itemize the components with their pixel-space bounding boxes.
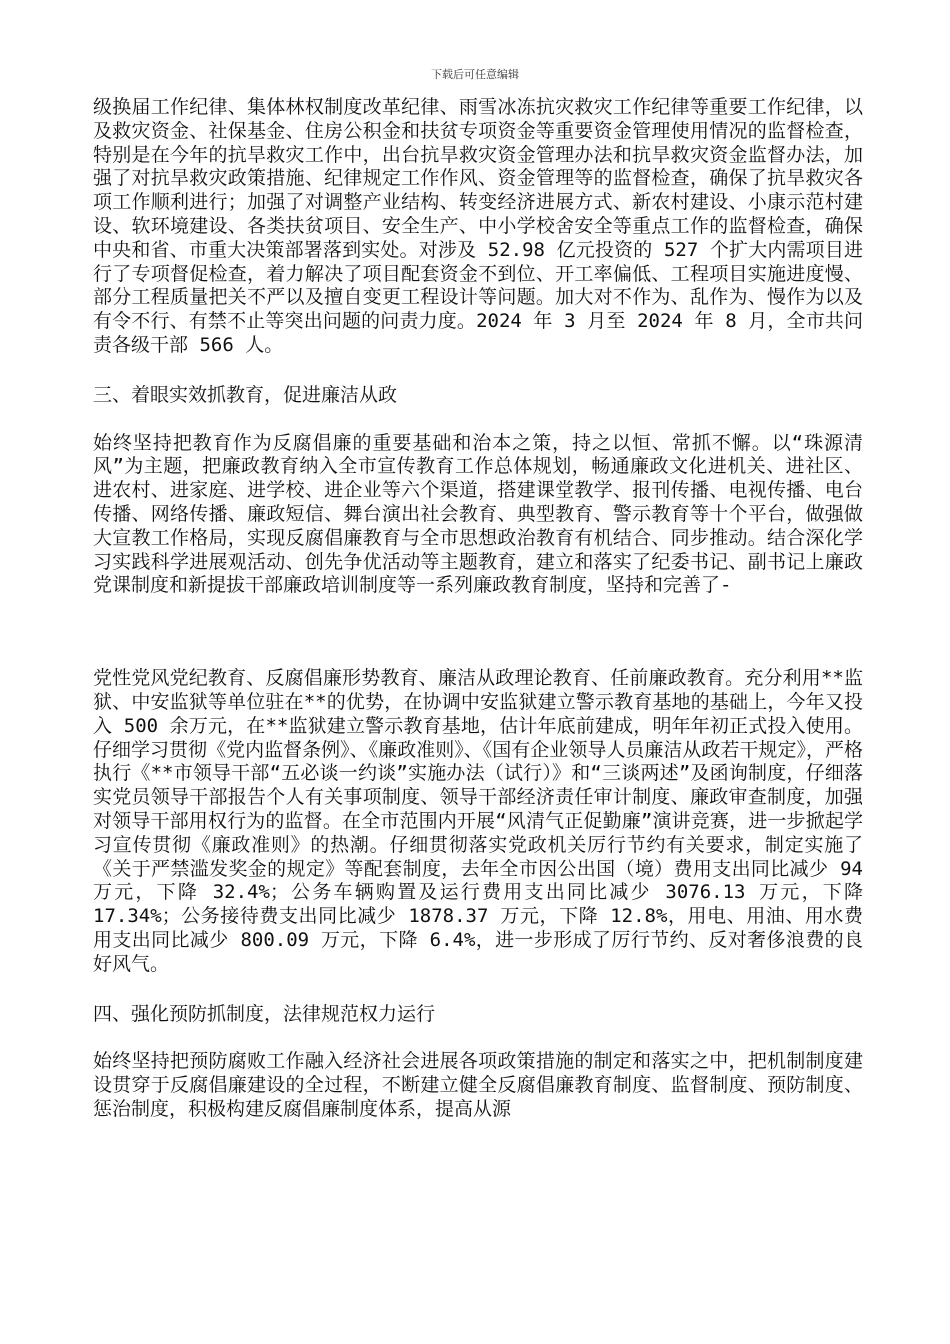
section-heading: 四、强化预防抓制度，法律规范权力运行	[93, 1002, 436, 1025]
body-paragraph: 始终坚持把预防腐败工作融入经济社会进展各项政策措施的制定和落实之中，把机制制度建设贯穿于反腐倡廉建设的全过程，不断建立健全反腐倡廉教育制度、监督制度、预防制度、惩治制度，积极构建反腐倡廉制度体系，提高从源	[93, 1050, 863, 1120]
body-paragraph: 级换届工作纪律、集体林权制度改革纪律、雨雪冰冻抗灾救灾工作纪律等重要工作纪律，以及救灾资金、社保基金、住房公积金和扶贫专项资金等重要资金管理使用情况的监督检查，特别是在今年的抗旱救灾工作中，出台抗旱救灾资金管理办法和抗旱救灾资金监督办法，加强了对抗旱救灾政策措施、纪律规定工作作风、资金管理等的监督检查，确保了抗旱救灾各项工作顺利进行；加强了对调整产业结构、转变经济进展方式、新农村建设、小康示范村建设、软环境建设、各类扶贫项目、安全生产、中小学校舍安全等重点工作的监督检查，确保中央和省、市重大决策部署落到实处。对涉及 52.98 亿元投资的 527 个扩大内需项目进行了专项督促检查，着力解决了项目配套资金不到位、开工率偏低、工程项目实施进度慢、部分工程质量把关不严以及擅自变更工程设计等问题。加大对不作为、乱作为、慢作为以及有令不行、有禁不止等突出问题的问责力度。2024 年 3 月至 2024 年 8 月，全市共问责各级干部 566 人。	[93, 96, 863, 356]
section-heading: 三、着眼实效抓教育，促进廉洁从政	[93, 383, 398, 406]
body-paragraph: 始终坚持把教育作为反腐倡廉的重要基础和治本之策，持之以恒、常抓不懈。以“珠源清风”为主题，把廉政教育纳入全市宣传教育工作总体规划，畅通廉政文化进机关、进社区、进农村、进家庭、进学校、进企业等六个渠道，搭建课堂教学、报刊传播、电视传播、电台传播、网络传播、廉政短信、舞台演出社会教育、典型教育、警示教育等十个平台，做强做大宣教工作格局，实现反腐倡廉教育与全市思想政治教育有机结合、同步推动。结合深化学习实践科学进展观活动、创先争优活动等主题教育，建立和落实了纪委书记、副书记上廉政党课制度和新提拔干部廉政培训制度等一系列廉政教育制度，坚持和完善了-	[93, 431, 863, 597]
page-header-note: 下载后可任意编辑	[431, 68, 519, 81]
body-paragraph: 党性党风党纪教育、反腐倡廉形势教育、廉洁从政理论教育、任前廉政教育。充分利用**监狱、中安监狱等单位驻在**的优势，在协调中安监狱建立警示教育基地的基础上，今年又投入 500 余万元，在**监狱建立警示教育基地，估计年底前建成，明年年初正式投入使用。仔细学习贯彻《党内监督条例》、《廉政准则》、《国有企业领导人员廉洁从政若干规定》，严格执行《**市领导干部“五必谈一约谈”实施办法（试行）》和“三谈两述”及函询制度，仔细落实党员领导干部报告个人有关事项制度、领导干部经济责任审计制度、廉政审查制度，加强对领导干部用权行为的监督。在全市范围内开展“风清气正促勤廉”演讲竞赛，进一步掀起学习宣传贯彻《廉政准则》的热潮。仔细贯彻落实党政机关厉行节约有关要求，制定实施了《关于严禁滥发奖金的规定》等配套制度，去年全市因公出国（境）费用支出同比减少 94 万元，下降 32.4%；公务车辆购置及运行费用支出同比减少 3076.13 万元，下降 17.34%；公务接待费支出同比减少 1878.37 万元，下降 12.8%，用电、用油、用水费用支出同比减少 800.09 万元，下降 6.4%，进一步形成了厉行节约、反对奢侈浪费的良好风气。	[93, 667, 863, 975]
document-body	[93, 96, 863, 1122]
